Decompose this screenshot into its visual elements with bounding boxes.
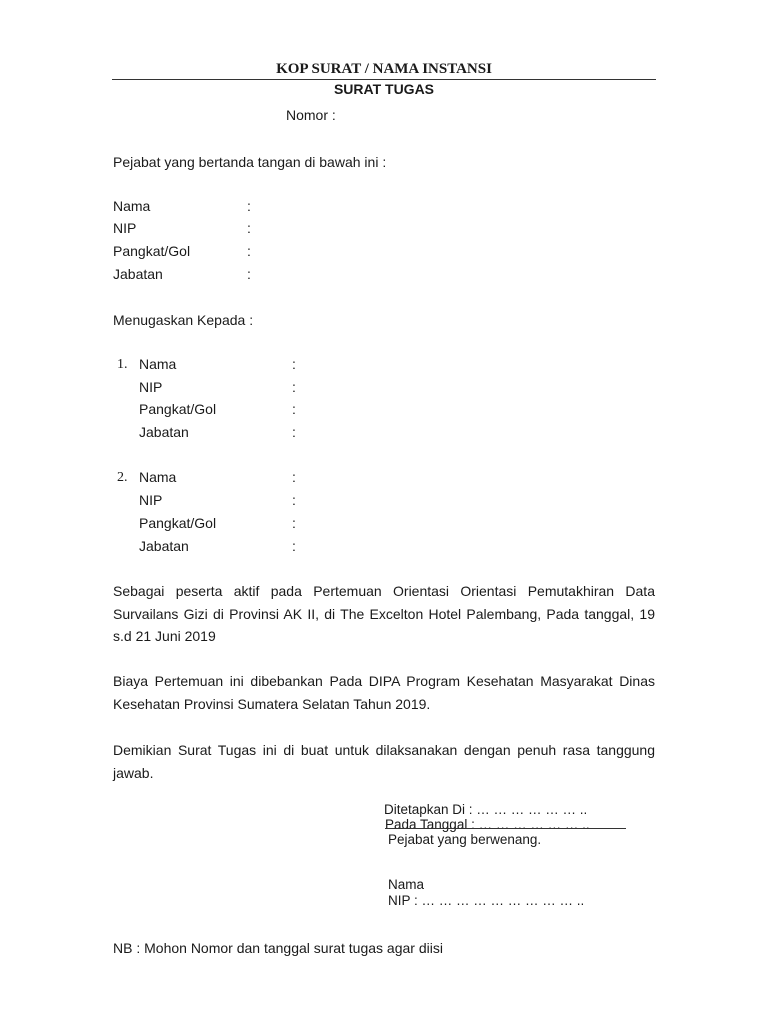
official-nama-label: Nama [113, 198, 151, 214]
colon: : [247, 198, 251, 214]
colon: : [292, 538, 296, 554]
assignee-jabatan-label: Jabatan [139, 538, 189, 554]
assignee-nama-label: Nama [139, 356, 177, 372]
document-title: SURAT TUGAS [333, 81, 435, 97]
assignee-jabatan-label: Jabatan [139, 424, 189, 440]
colon: : [292, 469, 296, 485]
nomor-label: Nomor : [286, 107, 336, 123]
official-pangkat-label: Pangkat/Gol [113, 243, 191, 259]
assign-heading: Menugaskan Kepada : [113, 312, 254, 328]
purpose-paragraph: Sebagai peserta aktif pada Pertemuan Orientasi Orientasi Pemutakhiran Data Survailans Gizi di Provinsi AK II, di The Excelton Hotel Palembang, Pada tanggal, 19 s.d 21 Juni 2019 [113, 583, 655, 644]
colon: : [292, 356, 296, 372]
pada-tanggal-underline [385, 828, 626, 829]
list-number: 2. [117, 470, 128, 485]
colon: : [247, 243, 251, 259]
assignee-nip-label: NIP [139, 492, 163, 508]
intro-text: Pejabat yang bertanda tangan di bawah ini : [113, 154, 387, 170]
note-text: NB : Mohon Nomor dan tanggal surat tugas agar diisi [113, 940, 443, 956]
colon: : [292, 401, 296, 417]
signatory-nip-label: NIP : … … … … … … … … … .. [388, 893, 585, 908]
assignee-nama-label: Nama [139, 469, 177, 485]
colon: : [247, 266, 251, 282]
pada-tanggal-line: Pada Tanggal : … … … … … … .. [385, 817, 590, 832]
colon: : [292, 515, 296, 531]
list-number: 1. [117, 357, 128, 372]
colon: : [292, 379, 296, 395]
official-jabatan-label: Jabatan [113, 266, 163, 282]
signatory-name-label: Nama [388, 877, 425, 892]
assignee-pangkat-label: Pangkat/Gol [139, 401, 217, 417]
colon: : [292, 424, 296, 440]
assignee-nip-label: NIP [139, 379, 163, 395]
letterhead: KOP SURAT / NAMA INSTANSI [276, 61, 492, 77]
assignee-pangkat-label: Pangkat/Gol [139, 515, 217, 531]
pejabat-label: Pejabat yang berwenang. [388, 832, 542, 847]
closing-paragraph: Demikian Surat Tugas ini di buat untuk dilaksanakan dengan penuh rasa tanggung jawab. [113, 742, 655, 781]
colon: : [292, 492, 296, 508]
letterhead-divider [112, 79, 656, 80]
official-nip-label: NIP [113, 220, 137, 236]
funding-paragraph: Biaya Pertemuan ini dibebankan Pada DIPA Program Kesehatan Masyarakat Dinas Kesehatan Provinsi Sumatera Selatan Tahun 2019. [113, 673, 655, 712]
ditetapkan-line: Ditetapkan Di : … … … … … … .. [384, 802, 588, 817]
colon: : [247, 220, 251, 236]
